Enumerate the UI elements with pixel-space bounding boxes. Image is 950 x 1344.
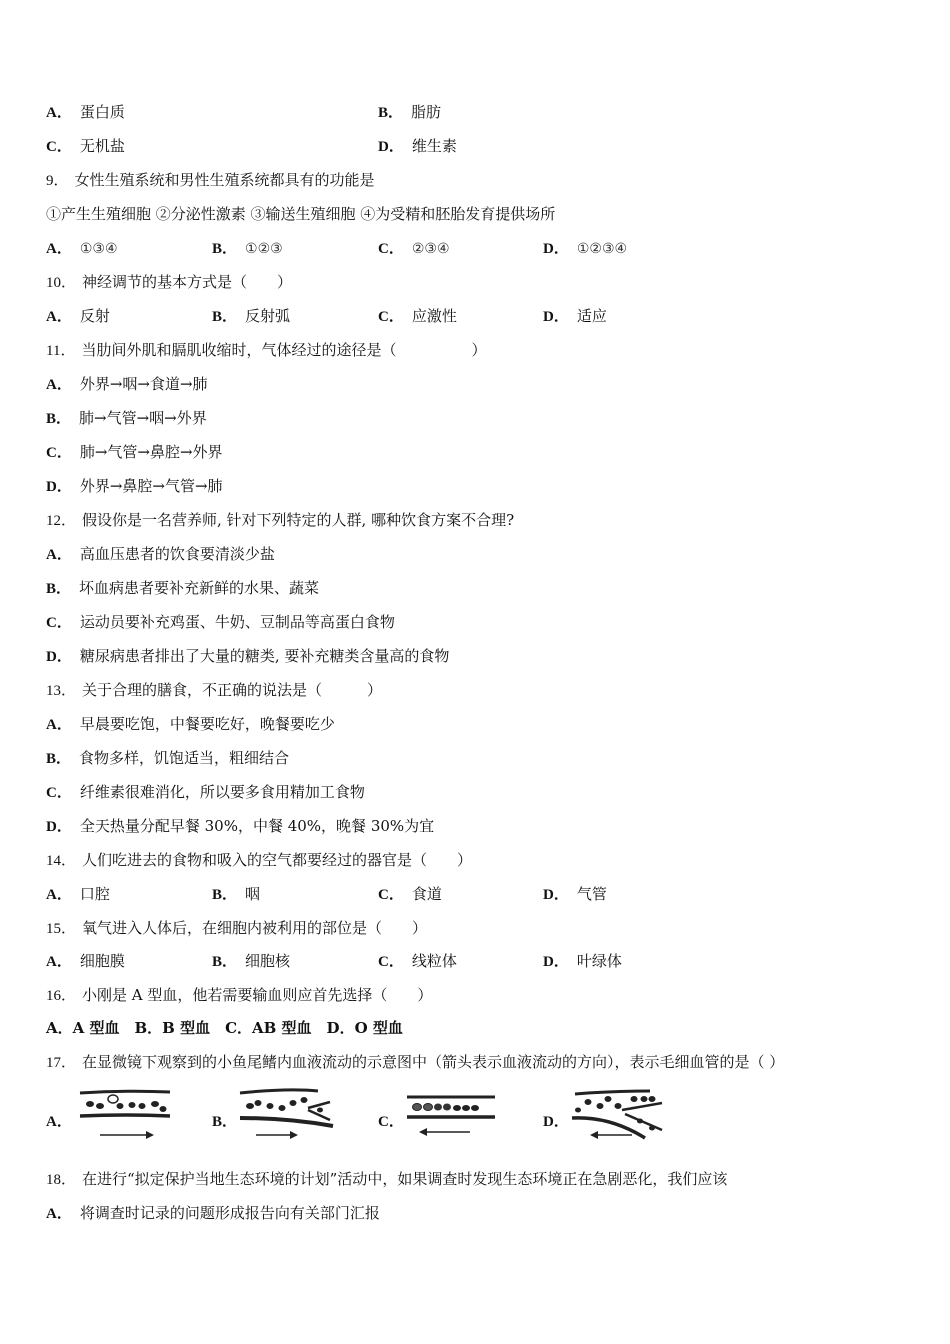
q14-stem: 14． 人们吃进去的食物和吸入的空气都要经过的器官是（ ） [46,851,473,869]
q8-option-b: B． 脂肪 [378,103,442,121]
q13-option-a: A． 早晨要吃饱，中餐要吃好，晚餐要吃少 [46,715,335,733]
q10-option-d: D． 适应 [543,307,607,325]
q9-stem: 9． 女性生殖系统和男性生殖系统都具有的功能是 [46,171,375,189]
q11-option-b: B． 肺→气管→咽→外界 [46,409,207,427]
q13-stem: 13． 关于合理的膳食，不正确的说法是（ ） [46,681,383,699]
q9-option-b: B． ①②③ [212,241,283,257]
q17-stem: 17． 在显微镜下观察到的小鱼尾鳍内血液流动的示意图中（箭头表示血液流动的方向），表示毛细血管的是（ ） [46,1053,785,1071]
q12-stem: 12． 假设你是一名营养师, 针对下列特定的人群, 哪种饮食方案不合理? [46,511,515,529]
q13-option-d: D． 全天热量分配早餐 30%，中餐 40%，晚餐 30%为宜 [46,817,435,835]
q9-option-c: C． ②③④ [378,241,450,257]
q8-option-d: D． 维生素 [378,137,457,155]
q9-option-a: A． ①③④ [46,241,118,257]
q18-stem: 18． 在进行“拟定保护当地生态环境的计划”活动中，如果调查时发现生态环境正在急剧恶化，我们应该 [46,1170,728,1188]
q17-option-c-label: C． [378,1114,404,1130]
q17-option-a-label: A． [46,1114,72,1130]
q14-option-c: C． 食道 [378,885,442,903]
vessel-diagram-d-icon [570,1088,665,1146]
q9-option-d: D． ①②③④ [543,241,628,257]
q16-options: A．A 型血 B．B 型血 C．AB 型血 D．O 型血 [46,1019,403,1037]
vessel-diagram-a-icon [78,1087,173,1145]
q11-option-a: A． 外界→咽→食道→肺 [46,375,208,393]
q15-option-b: B． 细胞核 [212,952,291,970]
q14-option-d: D． 气管 [543,885,607,903]
q10-option-a: A． 反射 [46,307,110,325]
q11-stem: 11． 当肋间外肌和膈肌收缩时，气体经过的途径是（ ） [46,341,487,359]
q8-option-c: C． 无机盐 [46,137,125,155]
q12-option-b: B． 坏血病患者要补充新鲜的水果、蔬菜 [46,579,320,597]
vessel-diagram-c-icon [405,1093,497,1141]
q14-option-a: A． 口腔 [46,885,110,903]
q18-option-a: A． 将调查时记录的问题形成报告向有关部门汇报 [46,1204,380,1222]
q10-stem: 10． 神经调节的基本方式是（ ） [46,273,293,291]
q16-stem: 16． 小刚是 A 型血，他若需要输血则应首先选择（ ） [46,986,433,1004]
q17-option-d-label: D． [543,1114,569,1130]
q15-stem: 15． 氧气进入人体后，在细胞内被利用的部位是（ ） [46,919,428,937]
q11-option-d: D． 外界→鼻腔→气管→肺 [46,477,223,495]
q13-option-c: C． 纤维素很难消化，所以要多食用精加工食物 [46,783,365,801]
q17-option-b-label: B． [212,1114,238,1130]
q9-statements: ①产生生殖细胞 ②分泌性激素 ③输送生殖细胞 ④为受精和胚胎发育提供场所 [46,205,556,223]
q15-option-a: A． 细胞膜 [46,952,125,970]
q10-option-c: C． 应激性 [378,307,457,325]
q12-option-c: C． 运动员要补充鸡蛋、牛奶、豆制品等高蛋白食物 [46,613,395,631]
q8-option-a: A． 蛋白质 [46,103,125,121]
vessel-diagram-b-icon [238,1088,338,1146]
q13-option-b: B． 食物多样，饥饱适当，粗细结合 [46,749,290,767]
q12-option-d: D． 糖尿病患者排出了大量的糖类, 要补充糖类含量高的食物 [46,647,450,665]
q14-option-b: B． 咽 [212,885,261,903]
q12-option-a: A． 高血压患者的饮食要清淡少盐 [46,545,275,563]
q11-option-c: C． 肺→气管→鼻腔→外界 [46,443,223,461]
q15-option-c: C． 线粒体 [378,952,457,970]
q10-option-b: B． 反射弧 [212,307,291,325]
q15-option-d: D． 叶绿体 [543,952,622,970]
